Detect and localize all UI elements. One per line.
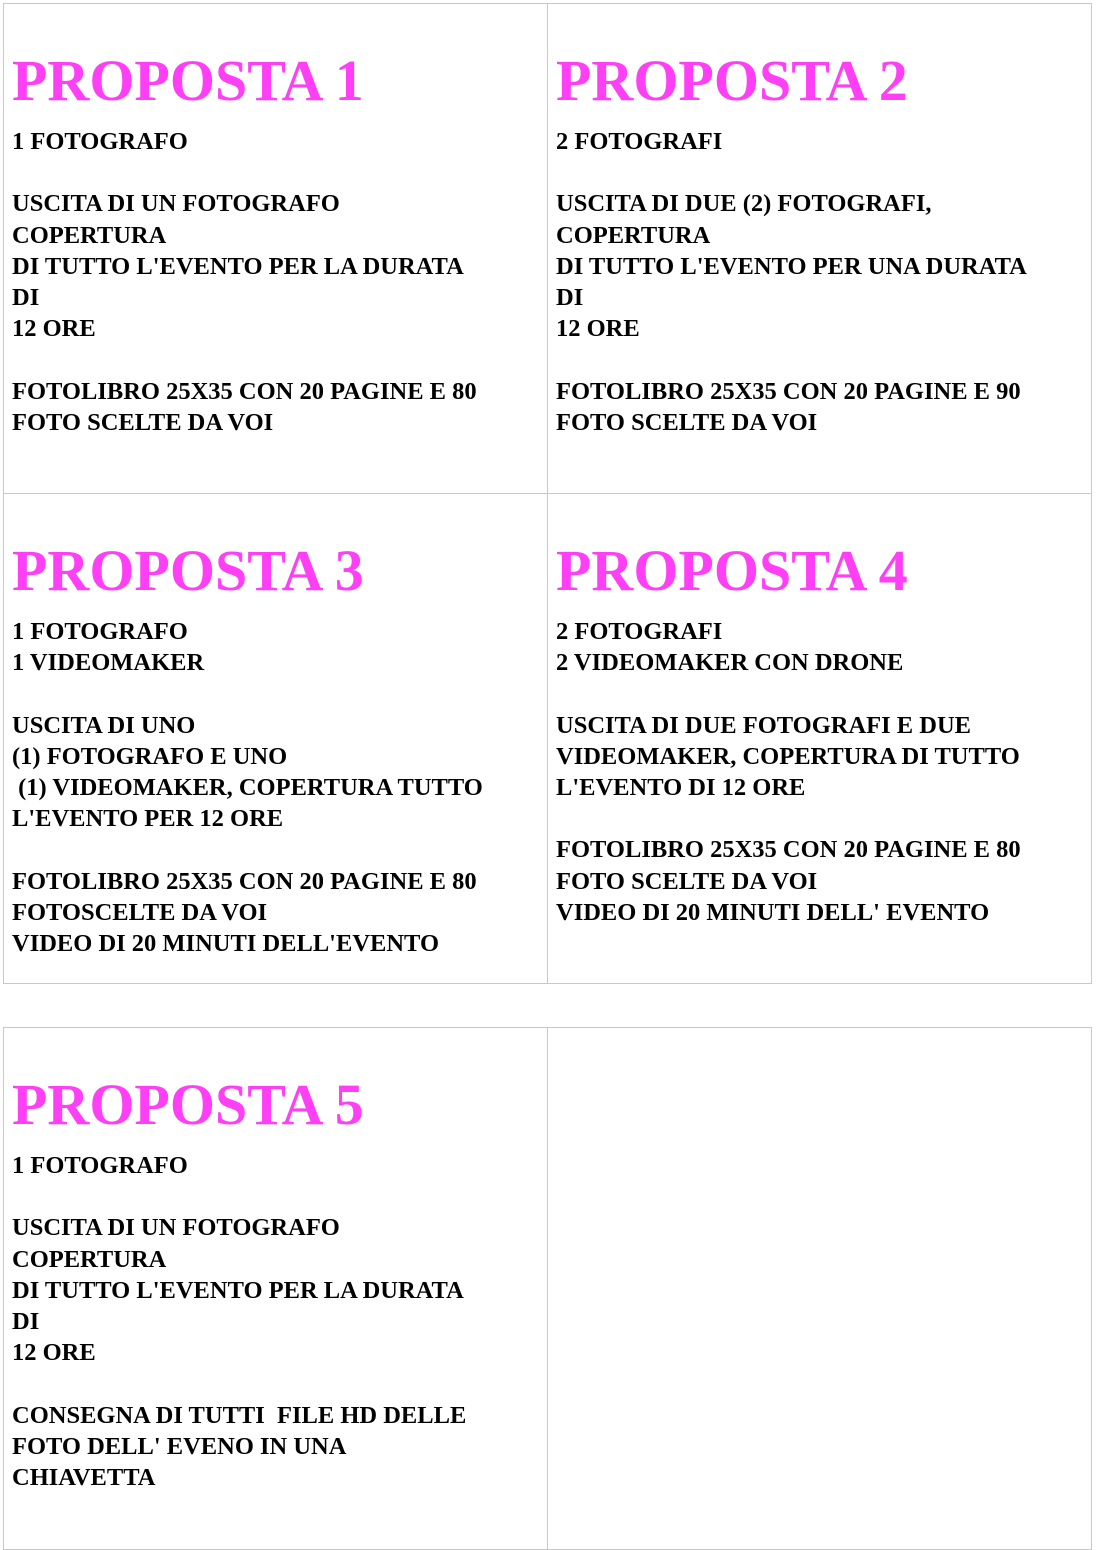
- proposal-5-coverage-line: USCITA DI UN FOTOGRAFO: [12, 1214, 340, 1242]
- proposal-4-deliverable-line: FOTO SCELTE DA VOI: [556, 867, 818, 895]
- proposal-2-staff: 2 FOTOGRAFI: [556, 128, 723, 155]
- proposal-3-deliverable-line: FOTOLIBRO 25X35 CON 20 PAGINE E 80: [12, 867, 477, 895]
- proposal-2-cell: [548, 4, 1092, 494]
- proposal-3-deliverable-line: VIDEO DI 20 MINUTI DELL'EVENTO: [12, 930, 440, 957]
- proposals-row-1: [4, 4, 1092, 494]
- proposals-table-bottom: [3, 1027, 1092, 1550]
- proposal-1-coverage-line: DI: [12, 284, 40, 311]
- proposal-4-deliverable-line: FOTOLIBRO 25X35 CON 20 PAGINE E 80: [556, 836, 1021, 864]
- proposal-3-coverage-line: (1) FOTOGRAFO E UNO: [12, 742, 288, 770]
- proposal-4-coverage-line: USCITA DI DUE FOTOGRAFI E DUE: [556, 711, 971, 739]
- proposal-1-coverage-line: COPERTURA: [12, 221, 167, 249]
- proposal-4-title: PROPOSTA 4: [556, 538, 908, 603]
- empty-cell: [548, 1028, 1092, 1550]
- proposal-5-deliverable-line: CONSEGNA DI TUTTI FILE HD DELLE: [12, 1401, 467, 1429]
- proposal-2-deliverable-line: FOTOLIBRO 25X35 CON 20 PAGINE E 90: [556, 377, 1021, 405]
- proposal-2-coverage-line: DI TUTTO L'EVENTO PER UNA DURATA: [556, 252, 1027, 280]
- proposal-5-coverage-line: COPERTURA: [12, 1245, 167, 1273]
- proposal-3-cell: [4, 494, 548, 984]
- proposals-row-3: [4, 1028, 1092, 1550]
- proposal-3-title: PROPOSTA 3: [12, 538, 364, 603]
- proposal-3-coverage-line: (1) VIDEOMAKER, COPERTURA TUTTO: [12, 774, 483, 801]
- proposal-1-coverage-line: USCITA DI UN FOTOGRAFO: [12, 190, 340, 218]
- proposal-5-cell: [4, 1028, 548, 1550]
- proposal-3-coverage-line: USCITA DI UNO: [12, 711, 196, 739]
- proposal-2-coverage-line: COPERTURA: [556, 221, 711, 249]
- proposal-5-coverage-line: 12 ORE: [12, 1339, 96, 1367]
- proposal-5-staff: 1 FOTOGRAFO: [12, 1152, 188, 1179]
- proposal-4-deliverable-line: VIDEO DI 20 MINUTI DELL' EVENTO: [556, 898, 990, 926]
- proposal-5-deliverable-line: CHIAVETTA: [12, 1464, 156, 1491]
- proposals-row-2: [4, 494, 1092, 984]
- proposal-2-coverage-line: 12 ORE: [556, 315, 640, 343]
- proposal-3-coverage-line: L'EVENTO PER 12 ORE: [12, 805, 284, 833]
- proposal-4-cell: [548, 494, 1092, 984]
- proposal-4-staff: 2 FOTOGRAFI: [556, 618, 723, 645]
- proposal-1-deliverable-line: FOTOLIBRO 25X35 CON 20 PAGINE E 80: [12, 377, 477, 405]
- proposal-4-staff: 2 VIDEOMAKER CON DRONE: [556, 649, 904, 677]
- proposal-3-staff: 1 VIDEOMAKER: [12, 649, 205, 677]
- proposal-5-title: PROPOSTA 5: [12, 1072, 364, 1137]
- proposal-4-coverage-line: L'EVENTO DI 12 ORE: [556, 774, 806, 801]
- proposal-1-title: PROPOSTA 1: [12, 48, 364, 113]
- proposal-3-staff: 1 FOTOGRAFO: [12, 618, 188, 645]
- proposal-1-coverage-line: DI TUTTO L'EVENTO PER LA DURATA: [12, 252, 464, 280]
- proposal-1-cell: [4, 4, 548, 494]
- proposal-2-title: PROPOSTA 2: [556, 48, 908, 113]
- proposals-table-top: [3, 3, 1092, 984]
- proposal-2-deliverable-line: FOTO SCELTE DA VOI: [556, 408, 818, 436]
- proposal-1-coverage-line: 12 ORE: [12, 315, 96, 343]
- proposal-2-coverage-line: USCITA DI DUE (2) FOTOGRAFI,: [556, 190, 932, 218]
- proposal-4-coverage-line: VIDEOMAKER, COPERTURA DI TUTTO: [556, 742, 1020, 770]
- proposal-5-coverage-line: DI TUTTO L'EVENTO PER LA DURATA: [12, 1276, 464, 1304]
- proposal-3-deliverable-line: FOTOSCELTE DA VOI: [12, 898, 268, 926]
- proposal-1-staff: 1 FOTOGRAFO: [12, 128, 188, 155]
- proposal-5-deliverable-line: FOTO DELL' EVENO IN UNA: [12, 1432, 347, 1460]
- proposal-2-coverage-line: DI: [556, 284, 584, 311]
- proposal-5-coverage-line: DI: [12, 1308, 40, 1335]
- proposal-1-deliverable-line: FOTO SCELTE DA VOI: [12, 408, 274, 436]
